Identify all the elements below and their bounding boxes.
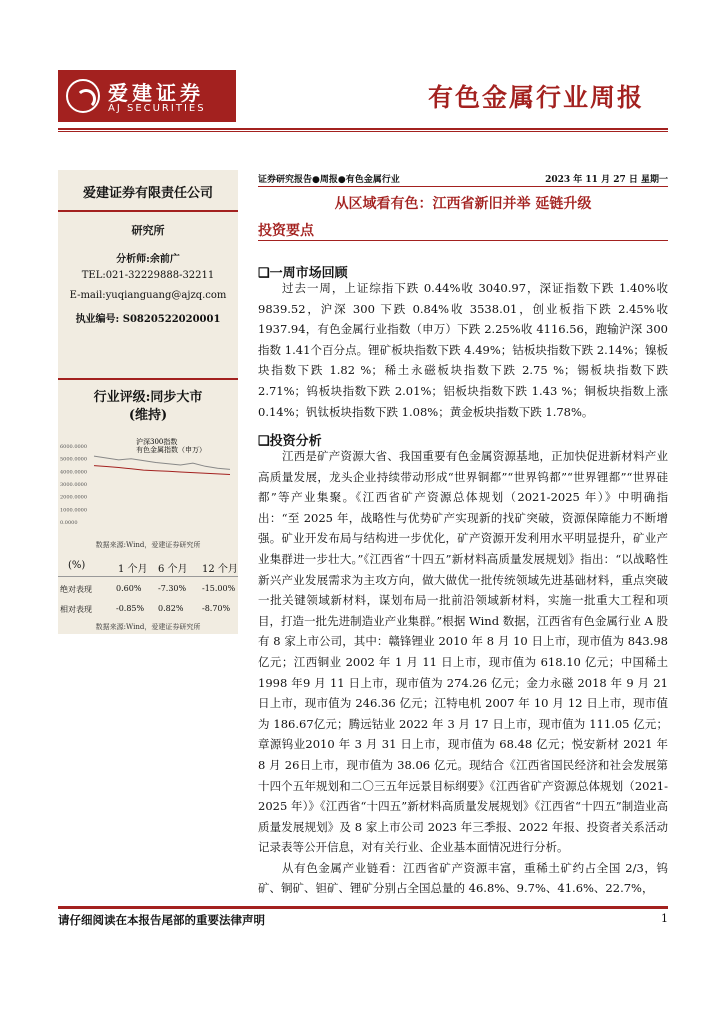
legend-hs300: 沪深300指数 <box>136 438 178 446</box>
analyst-name: 分析师:余前广 <box>116 254 180 265</box>
index-chart <box>58 432 238 532</box>
table-row <box>58 604 238 620</box>
table-header <box>58 560 238 576</box>
table-cell: 绝对表现 <box>60 585 92 594</box>
footer-divider <box>58 906 668 909</box>
legend-metal: 有色金属指数（申万） <box>136 446 206 454</box>
table-cell: -15.00% <box>202 584 236 593</box>
table-cell: -0.85% <box>116 604 145 613</box>
table-cell: 0.82% <box>158 604 184 613</box>
analyst-tel: TEL:021-32229888-32211 <box>81 270 215 281</box>
y-tick-label: 1000.0000 <box>60 507 88 514</box>
table-header-cell: 1 个月 <box>118 564 148 575</box>
section-title-invest: 投资要点 <box>258 223 314 239</box>
report-subtitle: 从区域看有色：江西省新旧并举 延链升级 <box>334 196 592 212</box>
logo-mark-icon <box>66 79 100 113</box>
table-cell: 0.60% <box>116 584 142 593</box>
industry-rating: 行业评级:同步大市 <box>93 390 203 405</box>
meta-divider <box>258 186 668 187</box>
paragraph: 从有色金属产业链看：江西省矿产资源丰富，重稀土矿约占全国 2/3，钨矿、铜矿、钽矿、锂矿分别占全国总量的 46.8%、9.7%、41.6%、22.7%， <box>258 860 668 896</box>
report-meta: 证券研究报告●周报●有色金属行业 <box>258 175 400 185</box>
paragraph: 江西是矿产资源大省、我国重要有色金属资源基地，正加快促进新材料产业高质量发展，龙头企业持续带动形成“世界铜都”“世界钨都”“世界锂都”“世界硅都”等产业集聚。《江西省矿产资源总体规划（2021-2025 年）》中明确指出：“至 2025 年，战略性与优势矿产实现新的找矿突破，资源保障能力不断增强。矿业开发布局与结构进一步优化，矿产资源开发利用水平明显提升，矿业产业集群进一步壮大。”《江西省“十四五”新材料高质量发展规划》指出：“以战略性新兴产业发展需求为主攻方向，做大做优一批传统领域先进基础材料，重点突破一批关键领域新材料，谋划布局一批前沿领域新材料，实施一批重大工程和项目，打造一批先进制造业产业集群。”根据 Wind 数据，江西省有色金属行业 A 股有 8 家上市公司，其中：赣锋锂业 2010 年 8 月 10 日上市，现市值为 843.98 亿元；江西铜业 2002 年 1 月 11 日上市，现市值为 618.10 亿元；中国稀土 1998 年9 月 11 日上市，现市值为 274.26 亿元；金力永磁 2018 年 9 月 21 日上市，现市值为 246.36 亿元；江特电机 2007 年 10 月 12 日上市，现市值为 186.67亿元；腾远钴业 2022 年 3 月 17 日上市，现市值为 111.05 亿元；章源钨业2010 年 3 月 31 日上市，现市值为 68.48 亿元；悦安新材 2021 年 8 月 26日上市，现市值为 38.06 亿元。现结合《江西省国民经济和社会发展第十四个五年规划和二〇三五年远景目标纲要》《江西省矿产资源总体规划（2021-2025 年）》《江西省“十四五”新材料高质量发展规划》《江西省“十四五”制造业高质量发展规划》及 8 家上市公司 2023 年三季报、2022 年报、投资者关系活动记录表等公开信息，对有关行业、企业基本面情况进行分析。 <box>258 449 668 855</box>
table-cell: -8.70% <box>202 604 231 613</box>
y-tick-label: 4000.0000 <box>60 469 88 476</box>
table-source: 数据来源:Wind，爱建证券研究所 <box>95 623 201 631</box>
market-review-text <box>258 278 668 422</box>
table-cell: -7.30% <box>158 584 187 593</box>
header-divider <box>58 128 668 130</box>
chart-source: 数据来源:Wind，爱建证券研究所 <box>95 541 201 549</box>
table-header-cell: (%) <box>68 560 86 571</box>
sidebar-divider <box>58 378 238 380</box>
page-number: 1 <box>661 912 668 925</box>
table-divider <box>58 576 238 577</box>
invest-divider <box>258 240 668 241</box>
table-row <box>58 584 238 600</box>
y-tick-label: 0.0000 <box>60 520 78 526</box>
report-date: 2023 年 11 月 27 日 星期一 <box>545 175 668 185</box>
company-logo <box>58 70 236 122</box>
y-tick-label: 3000.0000 <box>60 482 88 488</box>
paragraph: 过去一周，上证综指下跌 0.44%收 3040.97，深证指数下跌 1.40%收9839.52，沪深 300 下跌 0.84%收 3538.01，创业板指下跌 2.45%收 1937.94，有色金属行业指数（申万）下跌 2.25%收 4116.56，跑输沪深 300 指数 1.41个百分点。锂矿板块指数下跌 4.49%；钴板块指数下跌 2.14%；镍板块指数下跌 1.82 %；稀土永磁板块指数下跌 2.75 %；锡板块指数下跌 2.71%；钨板块指数下跌 2.01%；铝板块指数下跌 1.43 %；铜板块指数上涨 0.14%；钒钛板块指数下跌 1.08%；黄金板块指数下跌 1.78%。 <box>258 281 668 419</box>
table-header-cell: 6 个月 <box>158 564 188 575</box>
table-cell: 相对表现 <box>60 605 92 614</box>
report-title: 有色金属行业周报 <box>427 83 644 112</box>
section-title-analysis: ❑投资分析 <box>258 434 322 449</box>
section-title-market: ❑一周市场回顾 <box>258 266 348 281</box>
logo-text-cn: 爱建证券 <box>108 81 204 105</box>
header-divider-thin <box>58 131 668 132</box>
analyst-email[interactable]: E-mail:yuqianguang@ajzq.com <box>69 290 227 301</box>
y-tick-label: 5000.0000 <box>60 456 88 463</box>
legal-disclaimer: 请仔细阅读在本报告尾部的重要法律声明 <box>58 913 265 927</box>
y-tick-label: 2000.0000 <box>60 494 88 501</box>
analysis-text <box>258 446 668 899</box>
sidebar <box>58 170 238 634</box>
company-name: 爱建证券有限责任公司 <box>82 186 213 201</box>
y-tick-label: 6000.0000 <box>60 444 88 450</box>
license-number: 执业编号: S0820522020001 <box>75 314 221 325</box>
logo-text-en: AJ SECURITIES <box>108 103 206 114</box>
institute-label: 研究所 <box>131 224 165 237</box>
sidebar-divider <box>58 210 238 212</box>
table-header-cell: 12 个月 <box>202 564 238 575</box>
rating-status: (维持) <box>128 408 168 423</box>
